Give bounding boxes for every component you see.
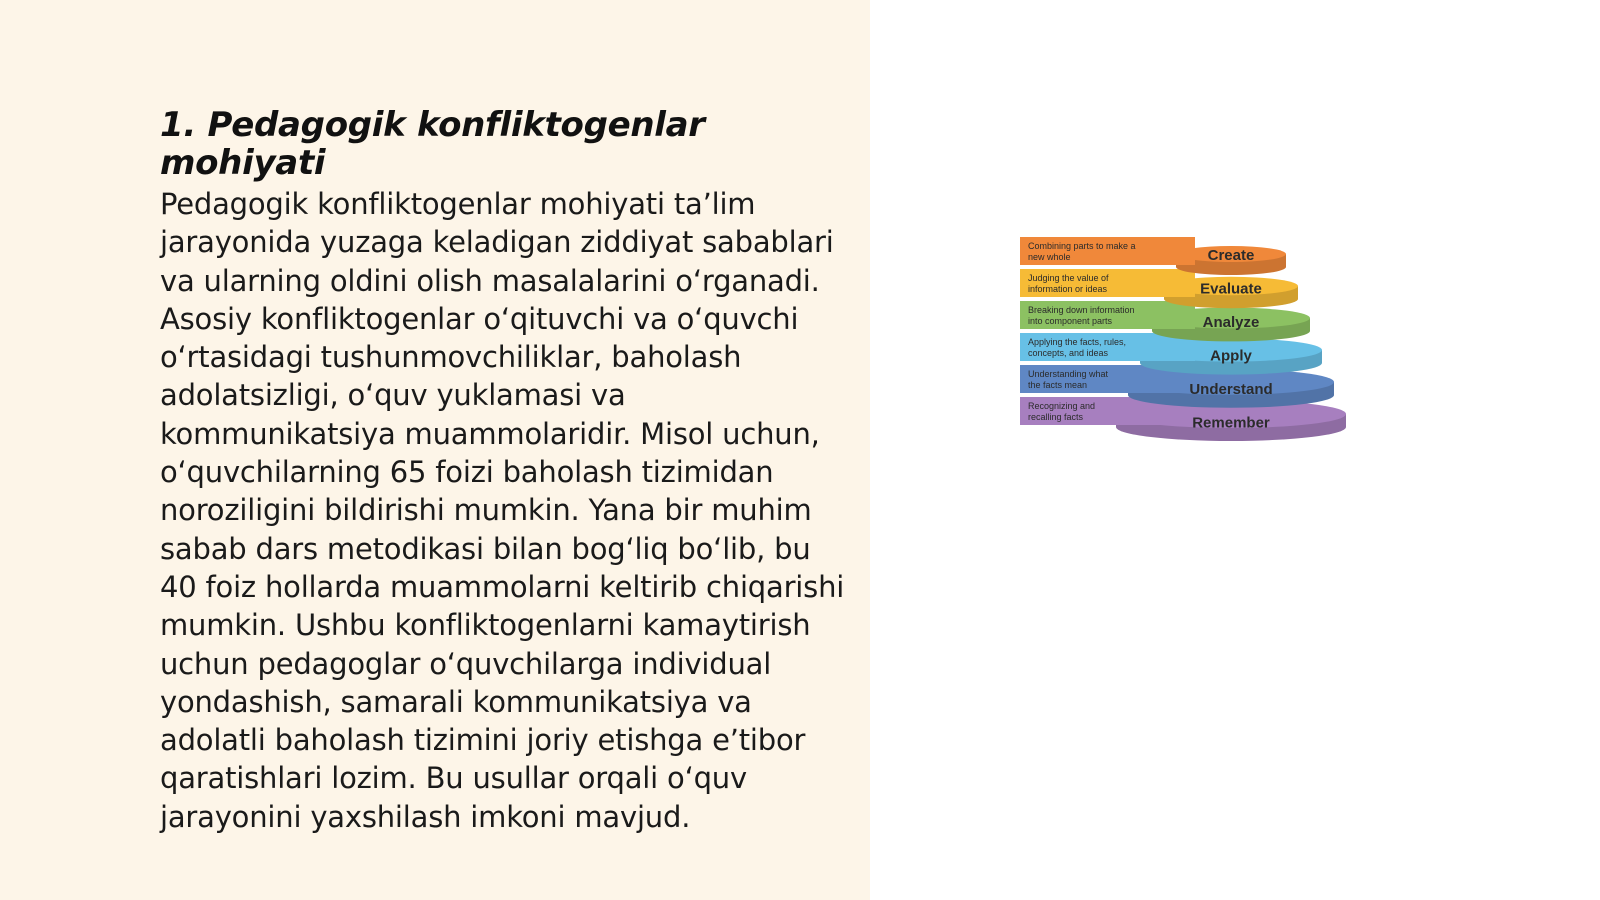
pyramid-label-analyze: Analyze [1202, 314, 1260, 331]
pyramid-desc-apply-line1: Applying the facts, rules, [1028, 337, 1127, 347]
pyramid-desc-create-line1: Combining parts to make a [1028, 241, 1136, 251]
pyramid-desc-remember-line1: Recognizing and [1028, 401, 1096, 411]
pyramid-desc-analyze-line1: Breaking down information [1028, 305, 1135, 315]
blooms-taxonomy-pyramid-image [1020, 235, 1350, 480]
pyramid-desc-understand-line2: the facts mean [1028, 380, 1088, 390]
pyramid-label-remember: Remember [1192, 414, 1270, 432]
slide-body-text: Pedagogik konfliktogenlar mohiyati ta’lim jarayonida yuzaga keladigan ziddiyat sabablari va ularning oldini olish masalalarini o‘rganadi. Asosiy konfliktogenlar o‘qituvchi va o‘quvchi o‘rtasidagi tushunmovchiliklar, baholash adolatsizligi, o‘quv yuklamasi va kommunikatsiya muammolaridir. Misol uchun, o‘quvchilarning 65 foizi baholash tizimidan noroziligini bildirishi mumkin. Yana bir muhim sabab dars metodikasi bilan bog‘liq bo‘lib, bu 40 foiz hollarda muammolarni keltirib chiqarishi mumkin. Ushbu konfliktogenlarni kamaytirish uchun pedagoglar o‘quvchilarga individual yondashish, samarali kommunikatsiya va adolatli baholash tizimini joriy etishga e’tibor qaratishlari lozim. Bu usullar orqali o‘quv jarayonini yaxshilash imkoni mavjud. [160, 187, 845, 834]
pyramid-desc-remember-line2: recalling facts [1028, 412, 1084, 422]
pyramid-desc-evaluate-line2: information or ideas [1028, 284, 1108, 294]
pyramid-desc-understand-line1: Understanding what [1028, 369, 1109, 379]
pyramid-label-understand: Understand [1189, 381, 1273, 398]
pyramid-desc-create-line2: new whole [1028, 252, 1071, 262]
pyramid-desc-analyze-line2: into component parts [1028, 316, 1113, 326]
pyramid-label-create: Create [1207, 247, 1255, 264]
pyramid-desc-evaluate-line1: Judging the value of [1028, 273, 1109, 283]
pyramid-desc-apply-line2: concepts, and ideas [1028, 348, 1109, 358]
pyramid-label-apply: Apply [1210, 347, 1252, 365]
slide-title: 1. Pedagogik konfliktogenlar mohiyati [160, 105, 705, 183]
pyramid-label-evaluate: Evaluate [1200, 280, 1262, 298]
